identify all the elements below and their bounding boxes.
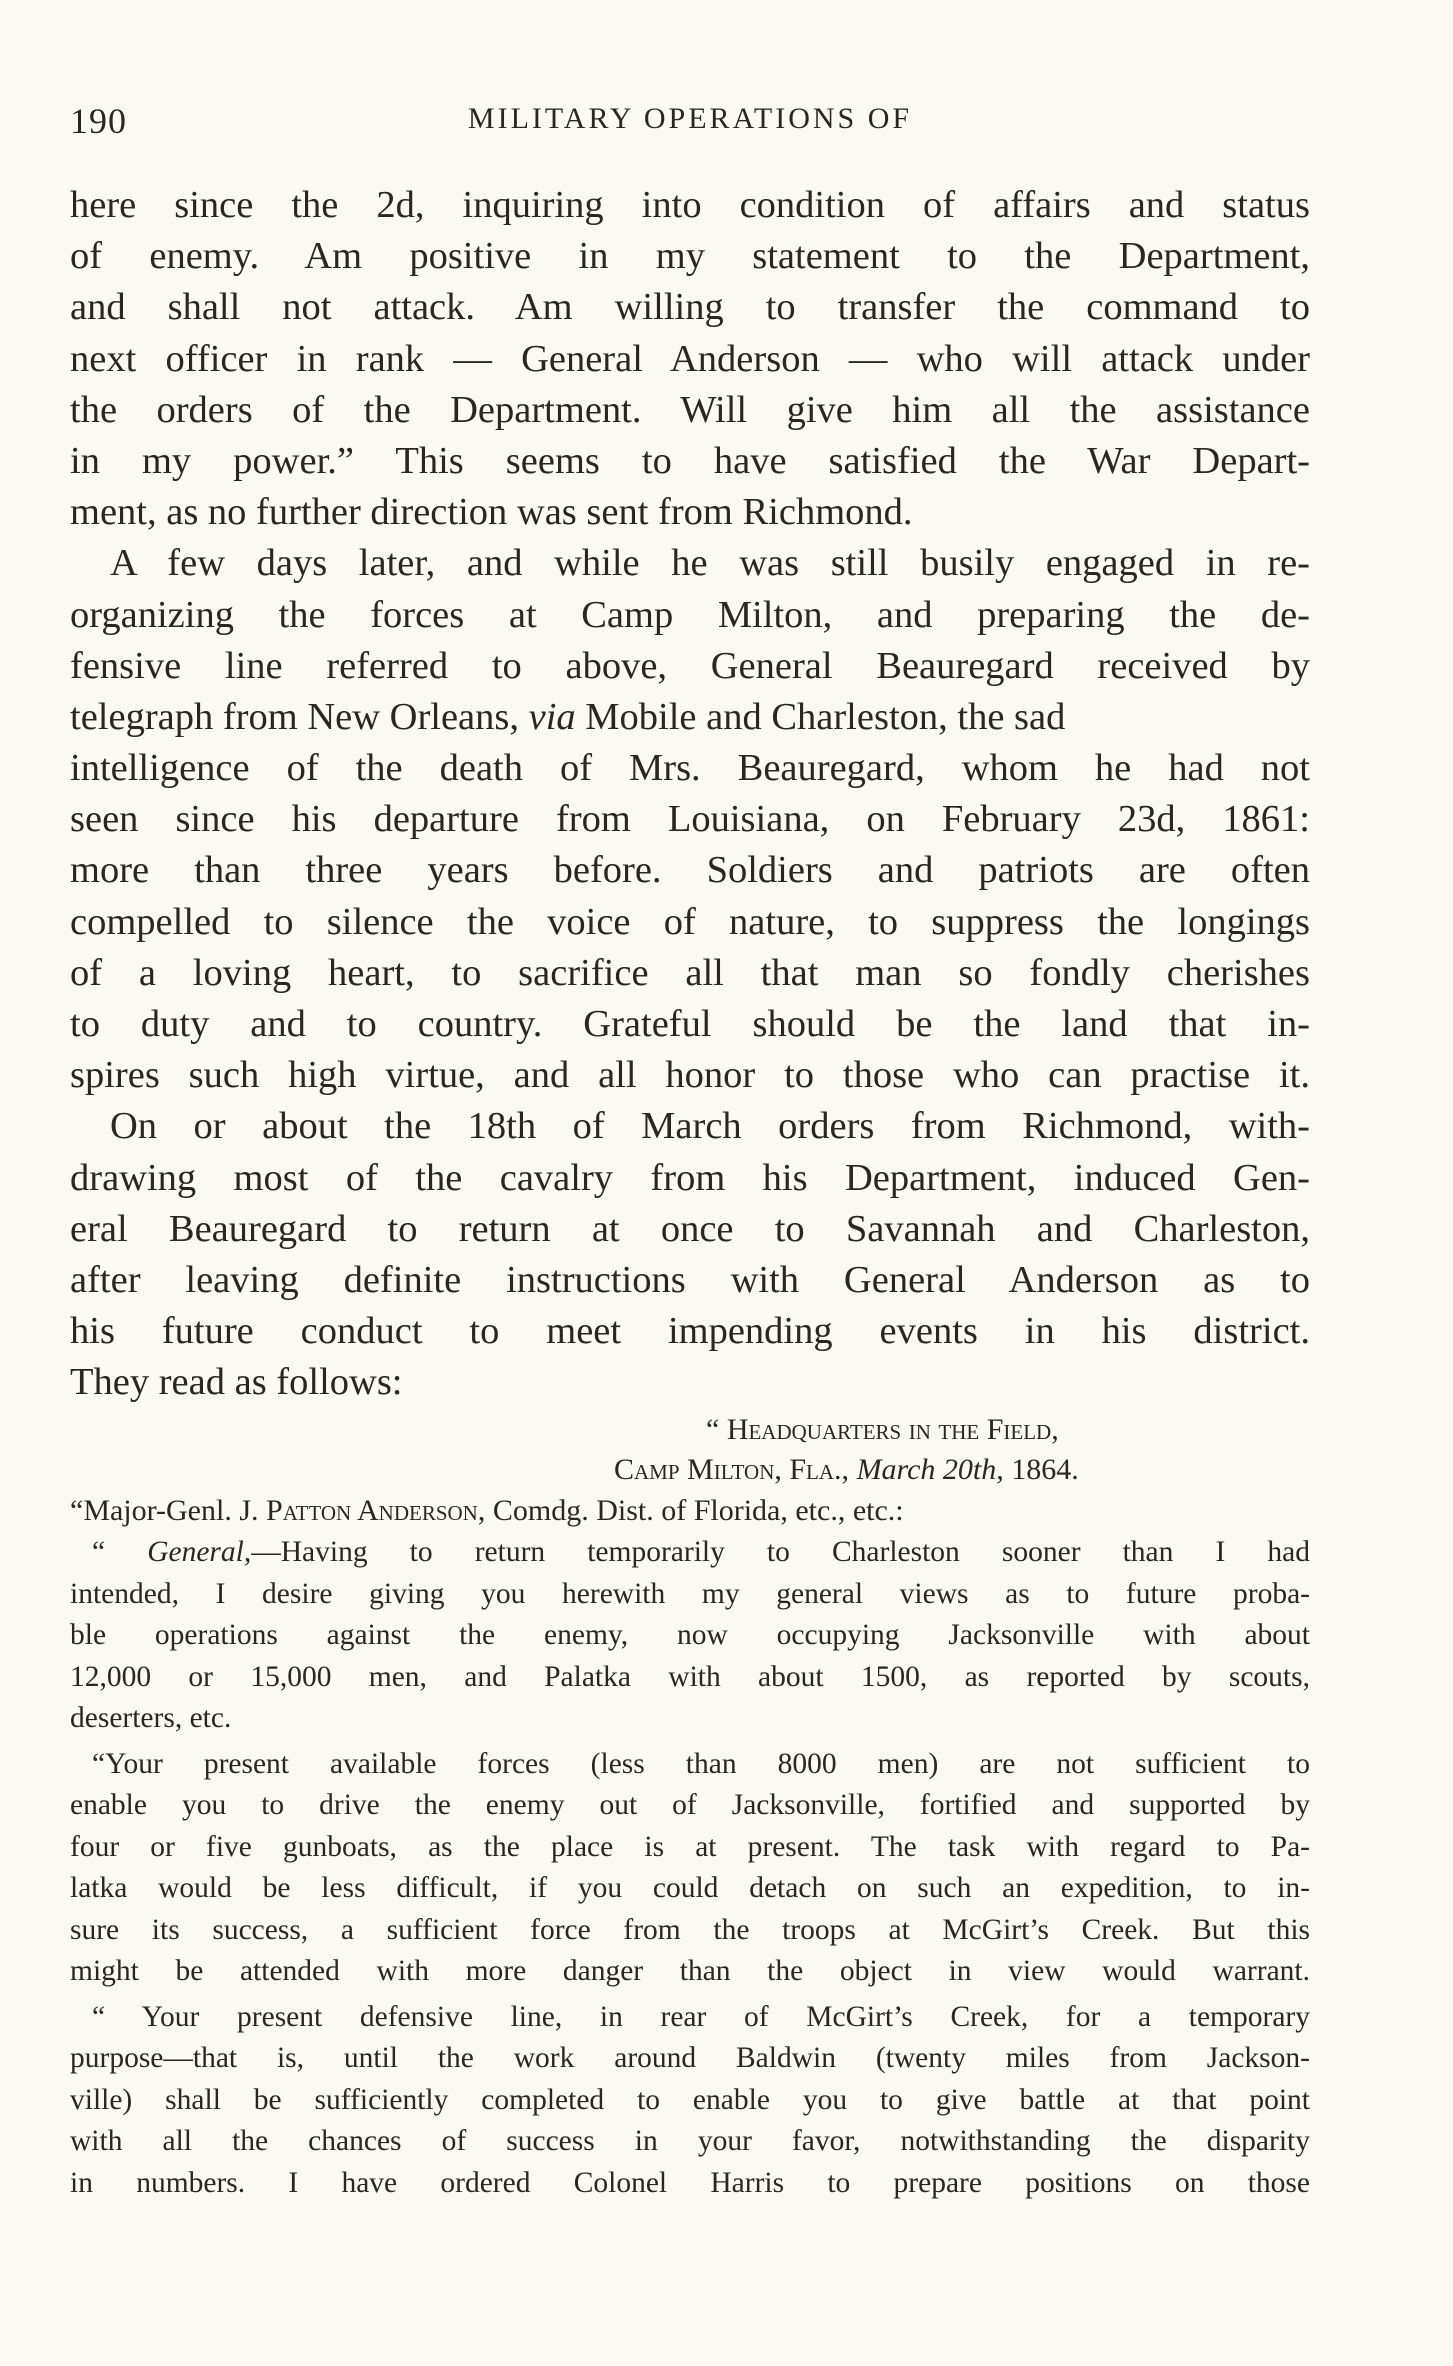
letter-line: with all the chances of success in your favor, notwithstanding the disparity — [70, 2125, 1310, 2157]
open-quote: “ — [92, 1536, 106, 1568]
text-segment: Mobile and Charleston, the sad — [585, 695, 1066, 738]
addressee-rest: Comdg. Dist. of Florida, etc., etc.: — [492, 1494, 904, 1527]
letter-year: 1864. — [1011, 1453, 1079, 1486]
letter-line: deserters, etc. — [70, 1702, 232, 1734]
body-text — [70, 180, 1310, 1409]
letter-line: might be attended with more danger than the object in view would warrant. — [70, 1955, 1310, 1987]
text-line: the orders of the Department. Will give him all the assistance — [70, 388, 1310, 431]
text-line: to duty and to country. Grateful should be the land that in- — [70, 1003, 1310, 1045]
text-line: intelligence of the death of Mrs. Beauregard, whom he had not — [70, 747, 1310, 790]
text-line: A few days later, and while he was still busily engaged in re- — [110, 542, 1310, 585]
letter-line: 12,000 or 15,000 men, and Palatka with about 1500, as reported by scouts, — [70, 1660, 1310, 1693]
running-head — [70, 100, 1310, 150]
letter-heading-line2 — [70, 1450, 1310, 1490]
running-title: MILITARY OPERATIONS OF — [467, 102, 913, 135]
text-line: spires such high virtue, and all honor to those who can practise it. — [70, 1054, 1310, 1097]
text-line: ment, as no further direction was sent from Richmond. — [70, 491, 913, 534]
text-line: They read as follows: — [70, 1361, 403, 1404]
text-line: On or about the 18th of March orders from Richmond, with- — [110, 1105, 1310, 1148]
letter-line: “ Your present defensive line, in rear of McGirt’s Creek, for a temporary — [92, 2000, 1310, 2033]
text-line: here since the 2d, inquiring into condition of affairs and status — [70, 184, 1310, 226]
letter-line: intended, I desire giving you herewith my general views as to future proba- — [70, 1577, 1310, 1610]
text-segment: telegraph from New Orleans, — [70, 695, 519, 738]
letter-line: purpose—that is, until the work around Baldwin (twenty miles from Jackson- — [70, 2042, 1310, 2074]
text-line: fensive line referred to above, General Beauregard received by — [70, 644, 1310, 687]
text-line: organizing the forces at Camp Milton, and preparing the de- — [70, 593, 1310, 636]
text-line: after leaving definite instructions with General Anderson as to — [70, 1258, 1310, 1301]
letter-line: sure its success, a sufficient force from the troops at McGirt’s Creek. But this — [70, 1913, 1310, 1946]
text-segment: —Having to return temporarily to Charleston sooner than I had — [251, 1536, 1310, 1568]
letter-place: Camp Milton, Fla., — [614, 1453, 850, 1486]
letter-date: March 20th, — [856, 1453, 1004, 1486]
letter-line: enable you to drive the enemy out of Jacksonville, fortified and supported by — [70, 1789, 1310, 1821]
letter-line: in numbers. I have ordered Colonel Harris to prepare positions on those — [70, 2166, 1310, 2199]
text-line: his future conduct to meet impending events in his district. — [70, 1310, 1310, 1353]
letter-line: “Your present available forces (less than 8000 men) are not sufficient to — [92, 1747, 1310, 1780]
letter-line: ble operations against the enemy, now occupying Jacksonville with about — [70, 1619, 1310, 1651]
letter-line: four or five gunboats, as the place is at present. The task with regard to Pa- — [70, 1830, 1310, 1863]
letter-addressee — [70, 1490, 1310, 1532]
text-line: more than three years before. Soldiers and patriots are often — [70, 849, 1310, 892]
letter-heading-line1: “ Headquarters in the Field, — [706, 1413, 1059, 1446]
text-line: in my power.” This seems to have satisfied the War Depart- — [70, 439, 1310, 482]
text-line-with-italic — [70, 692, 1310, 743]
text-line: seen since his departure from Louisiana, on February 23d, 1861: — [70, 798, 1310, 841]
italic-via: via — [528, 695, 576, 738]
text-line: next officer in rank — General Anderson — who will attack under — [70, 337, 1310, 380]
quoted-letter — [70, 1410, 1310, 2204]
text-line: and shall not attack. Am willing to transfer the command to — [70, 286, 1310, 329]
text-line: drawing most of the cavalry from his Department, induced Gen- — [70, 1156, 1310, 1199]
text-line: eral Beauregard to return at once to Savannah and Charleston, — [70, 1207, 1310, 1250]
letter-line — [70, 1532, 1310, 1574]
text-line: of a loving heart, to sacrifice all that man so fondly cherishes — [70, 951, 1310, 994]
letter-line: ville) shall be sufficiently completed to enable you to give battle at that point — [70, 2083, 1310, 2116]
text-line: compelled to silence the voice of nature, to suppress the longings — [70, 900, 1310, 943]
text-line: of enemy. Am positive in my statement to the Department, — [70, 235, 1310, 278]
addressee-name: Patton Anderson, — [266, 1494, 486, 1527]
addressee-prefix: “Major-Genl. J. — [70, 1494, 259, 1527]
page-number: 190 — [70, 101, 127, 141]
letter-line: latka would be less difficult, if you could detach on such an expedition, to in- — [70, 1872, 1310, 1904]
salutation: General, — [147, 1536, 252, 1568]
